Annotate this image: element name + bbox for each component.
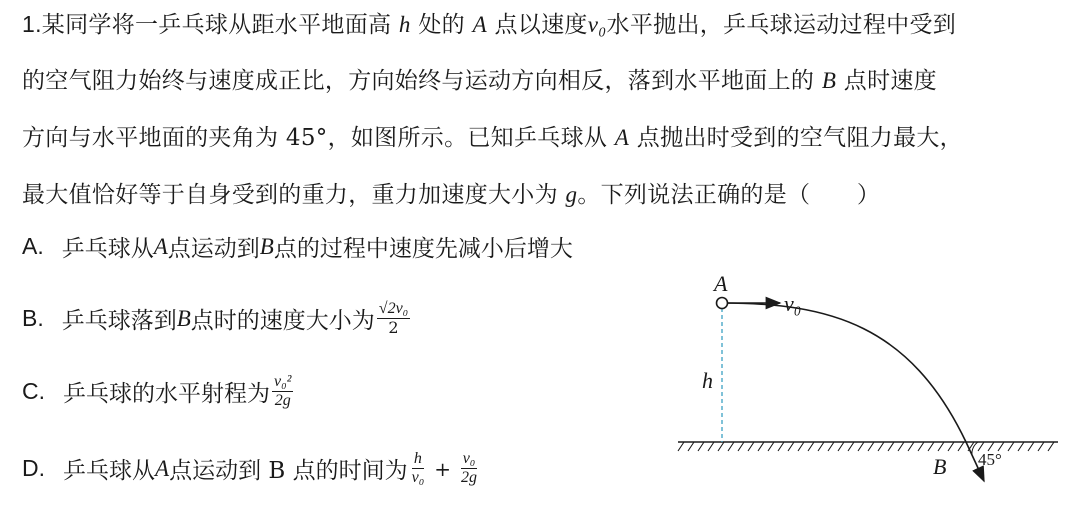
option-text: 点的过程中速度先减小后增大 bbox=[273, 236, 573, 262]
fraction-denominator: 2 bbox=[388, 318, 399, 337]
text: 某同学将一乒乓球从距水平地面高 bbox=[41, 12, 399, 38]
question-line-3 bbox=[22, 118, 1067, 175]
label-h: h bbox=[702, 368, 713, 393]
option-text: 乒乓球从 bbox=[63, 458, 155, 484]
text: 。下列说法正确的是（ ） bbox=[577, 182, 881, 208]
fraction-denominator: 2g bbox=[274, 392, 291, 409]
fraction-1 bbox=[410, 450, 427, 487]
option-b[interactable] bbox=[22, 300, 412, 337]
var-A: A bbox=[155, 455, 170, 481]
plus-sign: + bbox=[434, 456, 452, 481]
fraction-numerator: h bbox=[413, 450, 422, 467]
fraction-numerator: v₀ bbox=[462, 450, 476, 467]
option-text: 点时的速度大小为 bbox=[190, 308, 375, 334]
var-A: A bbox=[614, 125, 630, 150]
option-text: 点运动到 B 点的时间为 bbox=[169, 458, 408, 484]
var-g: g bbox=[565, 182, 578, 207]
option-text: 点运动到 bbox=[167, 236, 260, 262]
option-a[interactable] bbox=[22, 230, 573, 263]
option-letter: D. bbox=[22, 455, 45, 481]
question-line-4 bbox=[22, 175, 1067, 232]
text: 点以速度 bbox=[486, 12, 588, 38]
option-letter: B. bbox=[22, 305, 44, 331]
question-line-1 bbox=[22, 4, 1067, 61]
var-v0: v₀ bbox=[587, 12, 607, 37]
fraction-numerator: v₀² bbox=[274, 373, 292, 390]
label-B: B bbox=[933, 454, 947, 479]
option-letter: A. bbox=[22, 233, 44, 259]
question-stem bbox=[22, 4, 1067, 232]
label-A: A bbox=[714, 271, 728, 296]
fraction-denominator: 2g bbox=[461, 469, 478, 486]
projectile-figure bbox=[670, 265, 1070, 500]
label-v0: v₀ bbox=[784, 291, 802, 316]
text: 的空气阻力始终与速度成正比，方向始终与运动方向相反，落到水平地面上的 bbox=[22, 68, 822, 94]
option-text: 乒乓球的水平射程为 bbox=[63, 381, 270, 407]
text: 处的 bbox=[410, 12, 473, 38]
label-angle: 45° bbox=[978, 450, 1002, 469]
var-B: B bbox=[821, 68, 837, 93]
text: 点时速度 bbox=[836, 68, 937, 94]
var-B: B bbox=[176, 305, 191, 331]
question-line-2 bbox=[22, 61, 1067, 118]
var-A: A bbox=[153, 233, 168, 259]
fraction-numerator: √2v₀ bbox=[378, 300, 409, 317]
question-number: 1. bbox=[22, 11, 42, 37]
text: 方向与水平地面的夹角为 45°，如图所示。已知乒乓球从 bbox=[22, 125, 615, 151]
var-B: B bbox=[259, 233, 274, 259]
option-d[interactable] bbox=[22, 450, 481, 487]
text: 水平抛出，乒乓球运动过程中受到 bbox=[606, 12, 957, 38]
fraction bbox=[272, 373, 293, 410]
option-text: 乒乓球落到 bbox=[61, 308, 177, 334]
option-text: 乒乓球从 bbox=[61, 236, 154, 262]
point-A-marker bbox=[717, 298, 728, 309]
fraction bbox=[377, 300, 410, 337]
fraction-2 bbox=[459, 450, 479, 487]
text: 点抛出时受到的空气阻力最大， bbox=[629, 125, 963, 151]
text: 最大值恰好等于自身受到的重力，重力加速度大小为 bbox=[22, 182, 566, 208]
var-h: h bbox=[398, 12, 411, 37]
fraction-denominator: v₀ bbox=[411, 469, 425, 486]
var-A: A bbox=[472, 12, 487, 37]
option-letter: C. bbox=[22, 378, 45, 404]
option-c[interactable] bbox=[22, 373, 295, 410]
figure-svg bbox=[670, 265, 1070, 500]
trajectory-curve bbox=[722, 303, 966, 442]
